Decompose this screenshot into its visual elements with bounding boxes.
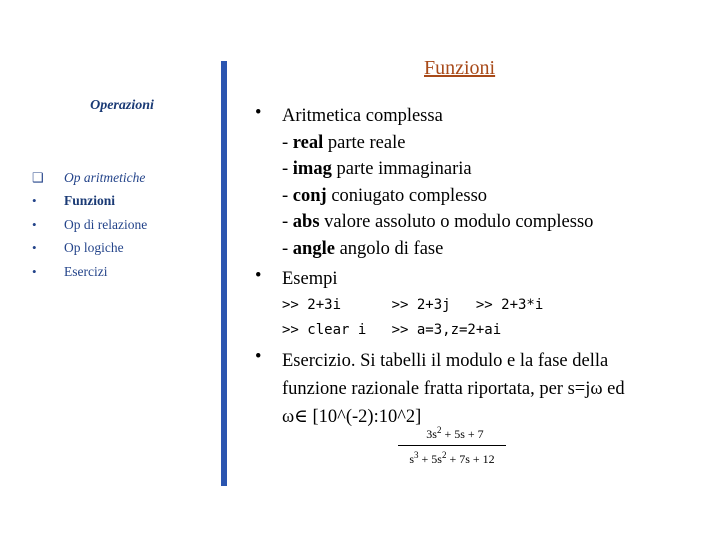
slide-content [255,103,715,431]
sidebar-item-esercizi[interactable] [32,260,147,284]
section-heading: Aritmetica complessa [282,106,443,126]
formula-numerator: $3s^2 + 5s + 7$ [426,425,484,441]
sidebar-item-label: Funzioni [64,193,116,209]
bullet-icon: • [32,193,37,209]
fraction-bar [398,445,506,446]
function-angle: - angle angolo di fase [282,238,444,259]
sidebar-item-op-logiche[interactable] [32,237,147,261]
exercise-text: ω∈ [10^(-2):10^2] [282,406,422,427]
formula-denominator: $s^3 + 5s^2 + 7s + 12$ [409,450,495,466]
sidebar-item-op-aritmetiche[interactable] [32,166,147,190]
exercise-text: Esercizio. Si tabelli il modulo e la fase della [282,350,609,371]
exercise-text: funzione razionale fratta riportata, per s=jω ed [282,378,625,399]
function-conj: - conj coniugato complesso [282,185,488,206]
checkbox-bullet-icon: ❑ [32,169,44,185]
bullet-icon: • [32,263,37,279]
function-abs: - abs valore assoluto o modulo complesso [282,212,594,232]
function-real: - real parte reale [282,132,406,153]
slide-title: Funzioni [424,57,496,79]
sidebar-item-label: Op logiche [64,240,124,256]
bullet-icon: • [32,216,37,232]
sidebar-item-label: Op di relazione [64,216,148,232]
code-example: >> clear i >> a=3,z=2+ai [282,321,502,338]
section-heading: Esempi [282,269,338,289]
code-example: >> 2+3i >> 2+3j >> 2+3*i [282,296,544,313]
sidebar-nav [32,166,147,284]
sidebar-title: Operazioni [90,98,154,113]
bullet-esempi [255,266,715,343]
sidebar-item-label: Op aritmetiche [64,169,146,185]
sidebar-item-funzioni[interactable] [32,190,147,214]
bullet-esercizio [255,347,715,431]
transfer-function-formula [398,425,506,467]
bullet-icon: • [32,240,37,256]
bullet-icon: • [255,266,262,286]
sidebar-item-label: Esercizi [64,263,108,279]
function-imag: - imag parte immaginaria [282,159,472,179]
vertical-divider [221,61,227,486]
bullet-icon: • [255,346,262,367]
bullet-aritmetica-complessa [255,103,715,262]
bullet-icon: • [255,103,262,123]
sidebar-item-op-di-relazione[interactable] [32,213,147,237]
